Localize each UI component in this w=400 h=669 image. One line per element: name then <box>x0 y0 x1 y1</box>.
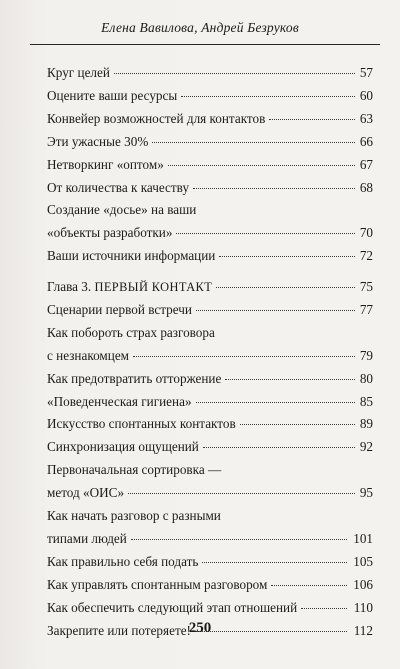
toc-entry-line <box>47 597 373 620</box>
dot-leader <box>168 165 355 166</box>
dot-leader <box>225 379 355 380</box>
toc-entry-title: Оцените ваши ресурсы <box>47 87 178 103</box>
chapter-number: Глава 3. <box>47 279 92 294</box>
toc-entry-line <box>47 131 373 154</box>
toc-page-number: 57 <box>359 65 373 80</box>
toc-page-number: 60 <box>359 87 373 103</box>
toc-entry-line <box>47 177 373 200</box>
toc-entry-title: Как обеспечить следующий этап отношений <box>47 599 298 615</box>
toc-page-number: 68 <box>359 179 373 195</box>
dot-leader <box>152 142 355 143</box>
toc-entry-title: Синхронизация ощущений <box>47 439 199 455</box>
toc-entry-line <box>47 245 373 268</box>
toc-entry-line <box>47 528 373 551</box>
toc-entry-line <box>47 108 373 131</box>
dot-leader <box>196 310 355 311</box>
toc-entry-title: «Поведенческая гигиена» <box>47 393 192 409</box>
dot-leader <box>269 119 355 120</box>
chapter-title: ПЕРВЫЙ КОНТАКТ <box>94 280 213 294</box>
dot-leader <box>128 493 355 494</box>
dot-leader <box>114 73 355 74</box>
toc-entry <box>47 391 373 414</box>
toc-page-number: 101 <box>353 530 373 546</box>
toc-entry-line <box>47 574 373 597</box>
toc-entry-title: От количества к качеству <box>47 179 190 195</box>
dot-leader <box>216 287 355 288</box>
toc-entry <box>47 436 373 459</box>
toc-entry <box>47 413 373 436</box>
toc-page-number: 110 <box>353 599 373 615</box>
toc-page-number: 80 <box>359 370 373 386</box>
toc-entry <box>47 459 373 505</box>
toc-entry-line <box>47 85 373 108</box>
dot-leader <box>203 447 355 448</box>
toc-entry-title: метод «ОИС» <box>47 485 125 501</box>
toc-entry-line <box>47 222 373 245</box>
toc-entry-title: Как управлять спонтанным разговором <box>47 576 268 592</box>
toc-entry <box>47 245 373 268</box>
toc-entry <box>47 177 373 200</box>
chapter-heading <box>47 276 373 299</box>
toc-entry-title: Ваши источники информации <box>47 248 216 264</box>
dot-leader <box>196 402 355 403</box>
dot-leader <box>176 233 355 234</box>
toc-entry-line <box>47 345 373 368</box>
toc-entry-title: Эти ужасные 30% <box>47 133 149 149</box>
toc-entry-line <box>47 436 373 459</box>
toc-section-before-chapter <box>47 62 373 268</box>
toc-page-number: 79 <box>359 347 373 363</box>
toc-entry-title: Конвейер возможностей для контактов <box>47 110 266 126</box>
toc-entry-title: Сценарии первой встречи <box>47 301 192 317</box>
toc-page-number: 70 <box>359 225 373 241</box>
dot-leader <box>271 585 347 586</box>
toc-page-number: 106 <box>353 576 373 592</box>
toc-entry <box>47 199 373 245</box>
toc-entry-title: Создание «досье» на ваши <box>47 202 197 218</box>
toc-entry <box>47 85 373 108</box>
toc-entry <box>47 322 373 368</box>
dot-leader <box>193 188 355 189</box>
toc-entry-title: Первоначальная сортировка — <box>47 462 222 478</box>
toc-entry-title: типами людей <box>47 530 127 546</box>
toc-page-number: 89 <box>359 416 373 432</box>
dot-leader <box>240 424 355 425</box>
toc-section-chapter-3 <box>47 276 373 643</box>
toc-entry <box>47 368 373 391</box>
toc-entry <box>47 131 373 154</box>
toc-entry-line <box>47 299 373 322</box>
header-rule <box>30 44 380 45</box>
toc-entry-title: Закрепите или потеряете! <box>47 622 191 638</box>
dot-leader <box>131 539 347 540</box>
toc-entry <box>47 505 373 551</box>
toc-entry <box>47 62 373 85</box>
toc-page-number: 77 <box>359 301 373 317</box>
toc-entry-line <box>47 322 373 345</box>
toc-entry-title: Круг целей <box>47 65 110 80</box>
dot-leader <box>219 256 355 257</box>
page-number-folio: 250 <box>188 620 212 636</box>
toc-entry-title: Как предотвратить отторжение <box>47 370 222 386</box>
toc-entry <box>47 108 373 131</box>
toc-entry-line <box>47 391 373 414</box>
toc-entry-line <box>47 154 373 177</box>
toc-page-number: 85 <box>359 393 373 409</box>
toc-entry <box>47 574 373 597</box>
dot-leader <box>133 356 355 357</box>
toc-entry-line <box>47 62 373 85</box>
toc-entry-line <box>47 459 373 482</box>
toc-entry-title: Нетворкинг «оптом» <box>47 156 164 172</box>
toc-entry-title: Как побороть страх разговора <box>47 324 215 340</box>
toc-entry-line <box>47 482 373 505</box>
toc-page-number: 67 <box>359 156 373 172</box>
dot-leader <box>181 96 355 97</box>
toc-entry-title: Как правильно себя подать <box>47 553 199 569</box>
toc-entries-after-chapter <box>47 299 373 643</box>
toc-page-number: 95 <box>359 485 373 501</box>
toc-entry <box>47 551 373 574</box>
toc-entry-title: с незнакомцем <box>47 347 130 363</box>
dot-leader <box>202 562 347 563</box>
toc-entry <box>47 597 373 620</box>
toc-page-number: 63 <box>359 110 373 126</box>
chapter-page-number: 75 <box>359 279 373 294</box>
toc-page-number: 72 <box>359 248 373 264</box>
chapter-label <box>47 276 212 299</box>
toc-entry-line <box>47 551 373 574</box>
toc-page-number: 66 <box>359 133 373 149</box>
toc-entry-title: Искусство спонтанных контактов <box>47 416 236 432</box>
toc-page-number: 92 <box>359 439 373 455</box>
toc-entry-title: «объекты разработки» <box>47 225 173 241</box>
toc-entry-line <box>47 505 373 528</box>
running-head: Елена Вавилова, Андрей Безруков <box>101 20 299 35</box>
toc-entry <box>47 299 373 322</box>
toc-page-number: 105 <box>353 553 373 569</box>
toc-entry-line <box>47 368 373 391</box>
toc-entry <box>47 154 373 177</box>
toc-entry-title: Как начать разговор с разными <box>47 508 221 524</box>
dot-leader <box>301 608 347 609</box>
toc-page-number: 112 <box>353 622 373 638</box>
toc-entry-line <box>47 413 373 436</box>
toc-entry-line <box>47 199 373 222</box>
